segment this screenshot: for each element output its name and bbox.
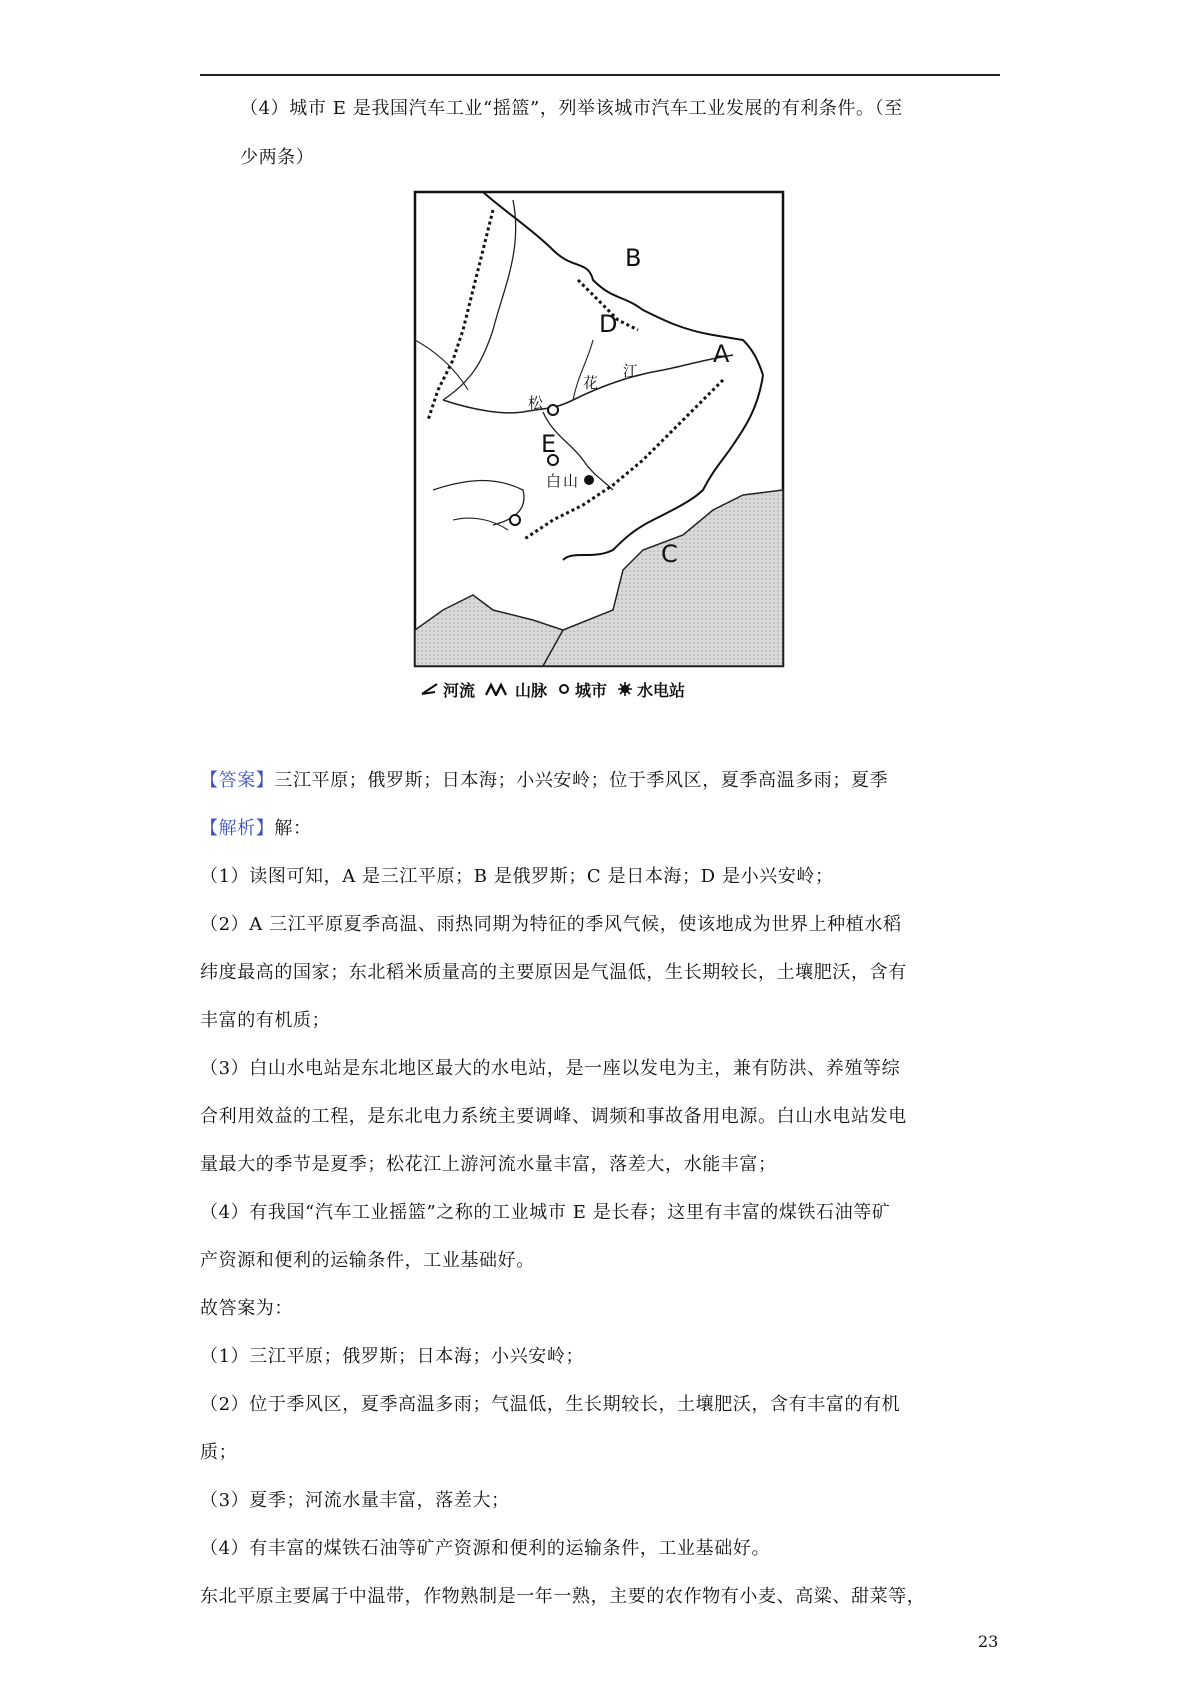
legend-river: 河流 bbox=[421, 678, 475, 701]
answer-text: 三江平原；俄罗斯；日本海；小兴安岭；位于季风区，夏季高温多雨；夏季 bbox=[274, 770, 889, 791]
analysis-p4-line2: 产资源和便利的运输条件，工业基础好。 bbox=[200, 1250, 535, 1271]
legend-city: 城市 bbox=[557, 678, 607, 701]
city-southwest bbox=[510, 515, 520, 525]
question-4-line-2: 少两条） bbox=[240, 147, 315, 168]
river-char-2: 花 bbox=[583, 374, 599, 392]
legend-hydro: 水电站 bbox=[617, 678, 685, 701]
analysis-intro: 解： bbox=[274, 818, 312, 839]
analysis-tag: 【解析】 bbox=[200, 818, 275, 839]
summary-2-line2: 质； bbox=[200, 1442, 238, 1463]
baishan-char-2: 山 bbox=[563, 472, 579, 490]
tail-line: 东北平原主要属于中温带，作物熟制是一年一熟，主要的农作物有小麦、高粱、甜菜等， bbox=[200, 1586, 926, 1607]
river-char-1: 松 bbox=[528, 394, 544, 412]
label-a: A bbox=[713, 340, 730, 368]
question-4-line-1: （4）城市 E 是我国汽车工业“摇篮”，列举该城市汽车工业发展的有利条件。（至 bbox=[240, 98, 903, 119]
analysis-summary: 故答案为： bbox=[200, 1298, 293, 1319]
analysis-heading bbox=[200, 816, 312, 842]
page-number: 23 bbox=[978, 1632, 999, 1651]
analysis-p3-line2: 合利用效益的工程，是东北电力系统主要调峰、调频和事故备用电源。白山水电站发电 bbox=[200, 1106, 907, 1127]
header-rule bbox=[200, 74, 1000, 76]
analysis-p3-line1: （3）白山水电站是东北地区最大的水电站，是一座以发电为主，兼有防洪、养殖等综 bbox=[200, 1058, 901, 1079]
analysis-p2-line1: （2）A 三江平原夏季高温、雨热同期为特征的季风气候，使该地成为世界上种植水稻 bbox=[200, 914, 902, 935]
mountain-icon bbox=[485, 682, 511, 696]
summary-4: （4）有丰富的煤铁石油等矿产资源和便利的运输条件，工业基础好。 bbox=[200, 1538, 771, 1559]
northeast-china-map bbox=[413, 190, 785, 710]
city-harbin bbox=[548, 405, 558, 415]
label-b: B bbox=[625, 244, 642, 272]
label-e: E bbox=[541, 430, 557, 458]
answer-line bbox=[200, 768, 888, 794]
analysis-p3-line3: 量最大的季节是夏季；松花江上游河流水量丰富，落差大，水能丰富； bbox=[200, 1154, 777, 1175]
legend-mountain: 山脉 bbox=[485, 678, 547, 701]
label-c: C bbox=[661, 540, 678, 568]
summary-1: （1）三江平原；俄罗斯；日本海；小兴安岭； bbox=[200, 1346, 585, 1367]
river-icon bbox=[421, 682, 439, 696]
answer-tag: 【答案】 bbox=[200, 770, 275, 791]
river-char-3: 江 bbox=[623, 362, 639, 380]
analysis-p4-line1: （4）有我国“汽车工业摇篮”之称的工业城市 E 是长春；这里有丰富的煤铁石油等矿 bbox=[200, 1202, 891, 1223]
hydro-icon bbox=[617, 681, 633, 697]
analysis-p1: （1）读图可知，A 是三江平原；B 是俄罗斯；C 是日本海；D 是小兴安岭； bbox=[200, 866, 834, 887]
label-d: D bbox=[599, 310, 618, 338]
summary-3: （3）夏季；河流水量丰富，落差大； bbox=[200, 1490, 510, 1511]
city-icon bbox=[557, 682, 571, 696]
baishan-char-1: 白 bbox=[546, 472, 562, 490]
map-legend bbox=[421, 674, 781, 704]
summary-2-line1: （2）位于季风区，夏季高温多雨；气温低，生长期较长，土壤肥沃，含有丰富的有机 bbox=[200, 1394, 901, 1415]
hydro-station-icon bbox=[584, 475, 594, 485]
analysis-p2-line2: 纬度最高的国家；东北稻米质量高的主要原因是气温低，生长期较长，土壤肥沃，含有 bbox=[200, 962, 907, 983]
map-drawing bbox=[413, 190, 785, 670]
analysis-p2-line3: 丰富的有机质； bbox=[200, 1010, 331, 1031]
